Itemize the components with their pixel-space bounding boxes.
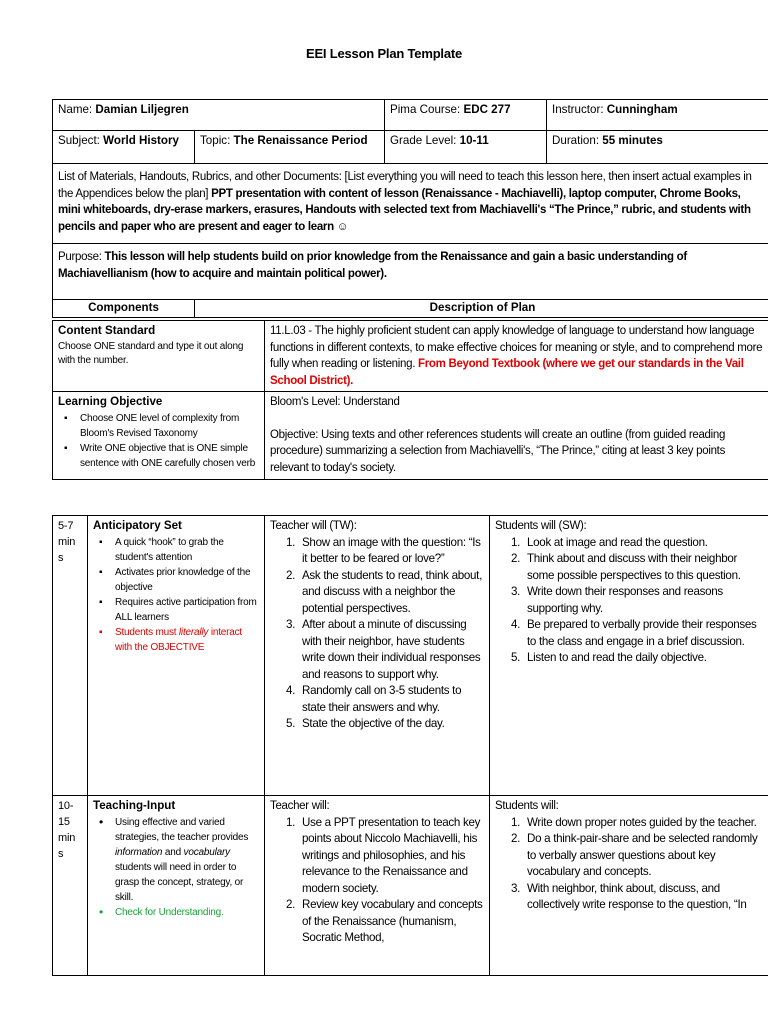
anticipatory-cell [88,516,265,796]
objective-text-cell [265,392,768,480]
objective-title: Learning Objective [58,395,163,408]
course-cell [385,100,547,131]
instructor-label: Instructor: [552,103,604,116]
teaching-teacher-cell [265,796,490,976]
teacher-step: 3. After about a minute of discussing with their neighbor, have students write down their individual responses and reasons to support why. [298,617,484,683]
duration-label: Duration: [552,134,600,147]
teacher-step: 2. Review key vocabulary and concepts of the Renaissance (humanism, Socratic Method, [298,897,484,947]
teaching-cell [88,796,265,976]
teacher-step: 4. Randomly call on 3-5 students to state their answers and why. [298,683,484,716]
student-step: 3. Write down their responses and reasons supporting why. [523,584,765,617]
student-label: Students will: [495,800,559,812]
teacher-step: 1. Show an image with the question: “Is it better to be feared or love?” [298,535,484,568]
instructor-value: Cunningham [606,103,678,116]
content-standard-cell [53,321,265,392]
name-label: Name: [58,103,93,116]
student-step: 2. Think about and discuss with their neighbor some possible perspectives to this question. [523,551,765,584]
anticipatory-time: 5-7 min s [53,516,88,796]
student-label: Students will (SW): [495,520,587,532]
purpose-label: Purpose: [58,251,102,263]
topic-value: The Renaissance Period [233,134,368,147]
student-step: 4. Be prepared to verbally provide their responses to the class and engage in a brief discussion. [523,617,765,650]
purpose-cell [53,244,768,300]
topic-label: Topic: [200,134,231,147]
lesson-info-table [52,99,768,318]
teaching-bullets [93,815,259,920]
teaching-time: 10-15 min s [53,796,88,976]
anticipatory-bullets [93,535,259,655]
components-table [52,320,768,480]
teaching-student-cell [490,796,768,976]
course-value: EDC 277 [463,103,511,116]
lesson-steps-table [52,515,768,976]
content-standard-text-cell [265,321,768,392]
student-step: 5. Listen to and read the daily objective. [523,650,765,667]
teaching-bullet: • Using effective and varied strategies, the teacher provides information and vocabulary students will need in order to grasp the concept, strategy, or skill. [115,815,259,905]
student-step: 3. With neighbor, think about, discuss, and collectively write response to the question, “In [523,881,765,914]
student-steps [495,815,765,914]
teacher-step: 1. Use a PPT presentation to teach key points about Niccolo Machiavelli, his writings and philosophies, and his relevance to the Renaissance and modern society. [298,815,484,898]
grade-label: Grade Level: [390,134,457,147]
duration-cell [547,131,768,164]
content-standard-title: Content Standard [58,324,156,337]
teacher-steps [270,535,484,733]
materials-cell [53,164,768,244]
subject-cell [53,131,195,164]
name-cell [53,100,385,131]
student-step: 1. Write down proper notes guided by the teacher. [523,815,765,832]
anticipatory-objective-bullet: ▪ Students must literally interact with the OBJECTIVE [115,625,259,655]
objective-bullet: ▪ Choose ONE level of complexity from Bloom's Revised Taxonomy [80,411,259,441]
teacher-step: 2. Ask the students to read, think about, and discuss with a neighbor the potential perspectives. [298,568,484,618]
anticipatory-title: Anticipatory Set [93,519,182,532]
blooms-level: Bloom's Level: Understand [270,396,400,408]
objective-text: Objective: Using texts and other references students will create an outline (from guided reading procedure) summarizing a selection from Machiavelli's, “The Prince,” citing at least 3 key points relevant to today's society. [270,428,726,474]
objective-cell [53,392,265,480]
anticipatory-teacher-cell [265,516,490,796]
teacher-step: 5. State the objective of the day. [298,716,484,733]
anticipatory-bullet: ▪ A quick “hook” to grab the student's attention [115,535,259,565]
subject-label: Subject: [58,134,100,147]
anticipatory-bullet: ▪ Activates prior knowledge of the objective [115,565,259,595]
student-steps [495,535,765,667]
content-standard-source: From Beyond Textbook (where we get our standards in the Vail School District). [270,358,744,387]
components-header: Components [53,300,195,318]
instructor-cell [547,100,768,131]
objective-bullets [58,411,259,471]
duration-value: 55 minutes [602,134,663,147]
page-title: EEI Lesson Plan Template [305,46,463,61]
student-step: 2. Do a think-pair-share and be selected randomly to verbally answer questions about key vocabulary and concepts. [523,831,765,881]
topic-cell [195,131,385,164]
grade-cell [385,131,547,164]
anticipatory-bullet: ▪ Requires active participation from ALL learners [115,595,259,625]
description-header: Description of Plan [195,300,768,318]
grade-value: 10-11 [459,134,489,147]
materials-list: PPT presentation with content of lesson (Renaissance - Machiavelli), laptop computer, Chrome Books, mini whiteboards, dry-erase markers, erasures, Handouts with selected text from Machiavelli's “The Prince,” rubric, and students with pencils and paper who are present and eager to learn ☺ [58,187,751,233]
subject-value: World History [103,134,179,147]
student-step: 1. Look at image and read the question. [523,535,765,552]
course-label: Pima Course: [390,103,461,116]
content-standard-note: Choose ONE standard and type it out along with the number. [58,340,244,366]
objective-bullet: ▪ Write ONE objective that is ONE simple sentence with ONE carefully chosen verb [80,441,259,471]
purpose-text: This lesson will help students build on prior knowledge from the Renaissance and gain a basic understanding of Machiavellianism (how to acquire and maintain political power). [58,251,687,280]
name-value: Damian Liljegren [95,103,189,116]
teacher-label: Teacher will (TW): [270,520,357,532]
materials-intro: List of Materials, Handouts, Rubrics, and other Documents: [List everything you will need to teach this lesson here, then insert actual examples in the Appendices below the plan] [58,171,752,200]
teacher-label: Teacher will: [270,800,330,812]
anticipatory-student-cell [490,516,768,796]
teacher-steps [270,815,484,947]
content-standard-text: 11.L.03 - The highly proficient student can apply knowledge of language to understand how language functions in different contexts, to make effective choices for meaning or style, and to comprehend more fully when reading or listening. [270,325,763,370]
teaching-title: Teaching-Input [93,799,176,812]
check-understanding-bullet: • Check for Understanding. [115,905,259,920]
